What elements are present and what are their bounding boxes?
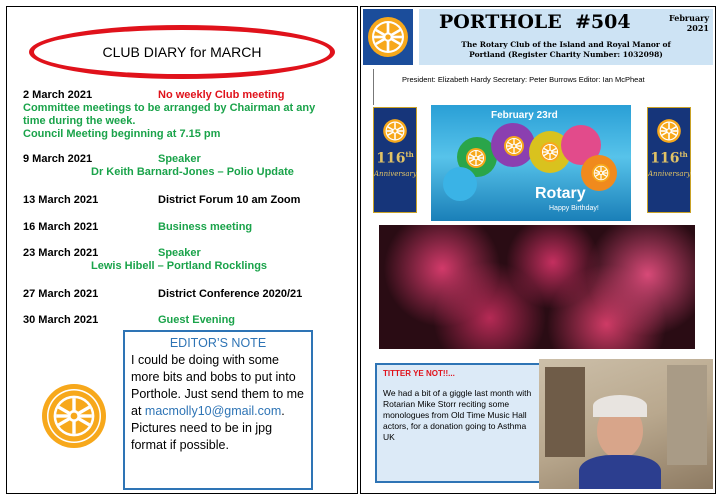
editors-note-title: EDITOR’S NOTE [169, 336, 267, 350]
club-name-line: The Rotary Club of the Island and Royal Manor of [461, 40, 671, 49]
club-diary-title: CLUB DIARY for MARCH [102, 44, 262, 60]
anniversary-suffix: th [679, 150, 688, 159]
anniversary-banner [373, 107, 417, 213]
entry-event: No weekly Club meeting [158, 89, 285, 101]
birthday-brand: Rotary [535, 185, 586, 202]
anniversary-label: Anniversary [374, 170, 417, 178]
entry-date: 30 March 2021 [23, 314, 99, 326]
club-name-line: Portland (Register Charity Number: 1032098) [469, 50, 663, 59]
entry-note: Committee meetings to be arranged by Chairman at any [23, 102, 316, 114]
club-name [419, 40, 713, 60]
porthole-front-page [360, 6, 716, 494]
entry-event: Business meeting [158, 221, 253, 233]
masthead [419, 9, 713, 65]
rotary-wheel-icon [656, 118, 682, 144]
entry-event: District Conference 2020/21 [158, 288, 303, 300]
issue-year: 2021 [686, 23, 709, 33]
anniversary-label: Anniversary [648, 170, 691, 178]
anniversary-banner [647, 107, 691, 213]
entry-note: time during the week. [23, 115, 136, 127]
anniversary-number [374, 150, 416, 167]
club-diary-page [6, 6, 358, 494]
editor-email-link[interactable]: macmolly10@gmail.com [144, 404, 282, 418]
titter-box [375, 363, 543, 483]
entry-event: Guest Evening [158, 314, 236, 326]
fireworks-image [379, 225, 695, 349]
titter-title: TITTER YE NOT!!... [383, 369, 455, 378]
birthday-date: February 23rd [491, 110, 558, 121]
issue-month: February [668, 13, 709, 23]
entry-date: 9 March 2021 [23, 153, 93, 165]
rotary-wheel-icon [503, 135, 525, 157]
anniversary-value: 116 [650, 150, 680, 167]
rotary-wheel-icon [591, 163, 611, 183]
entry-event: Speaker [158, 153, 201, 165]
entry-detail: Lewis Hibell – Portland Rocklings [91, 260, 268, 272]
editors-note-box [123, 330, 313, 490]
rotary-wheel-icon [41, 383, 107, 449]
entry-date: 27 March 2021 [23, 288, 99, 300]
video-call-photo [539, 359, 713, 489]
entry-date: 13 March 2021 [23, 194, 99, 206]
officers-line: President: Elizabeth Hardy Secretary: Peter Burrows Editor: Ian McPheat [373, 69, 703, 105]
rotary-wheel-icon [382, 118, 408, 144]
titter-body: We had a bit of a giggle last month with Rotarian Mike Storr reciting some monologues from Old Time Music Hall actors, for a donation going to Asthma UK [383, 388, 532, 442]
entry-date: 16 March 2021 [23, 221, 99, 233]
rotary-wheel-icon [366, 15, 410, 59]
rotary-wheel-icon [465, 147, 487, 169]
anniversary-suffix: th [405, 150, 414, 159]
rotary-logo [363, 9, 413, 65]
issue-date [667, 13, 709, 33]
editors-note-text-end: . Pictures need to be in jpg format if possible. [131, 404, 285, 452]
rotary-wheel-icon [539, 141, 561, 163]
entry-note: Council Meeting beginning at 7.15 pm [23, 128, 221, 140]
newsletter-title: PORTHOLE #504 [439, 11, 631, 33]
entry-event: District Forum 10 am Zoom [158, 194, 301, 206]
entry-date: 2 March 2021 [23, 89, 93, 101]
entry-detail: Dr Keith Barnard-Jones – Polio Update [91, 166, 294, 178]
entry-date: 23 March 2021 [23, 247, 99, 259]
birthday-image [431, 105, 631, 221]
editors-note-text: I could be doing with some more bits and bobs to put into Porthole. Just send them to me at [131, 353, 305, 418]
anniversary-number [648, 150, 690, 167]
birthday-greeting: Happy Birthday! [549, 205, 599, 212]
entry-event: Speaker [158, 247, 201, 259]
editors-note-body [131, 352, 305, 454]
anniversary-value: 116 [376, 150, 406, 167]
